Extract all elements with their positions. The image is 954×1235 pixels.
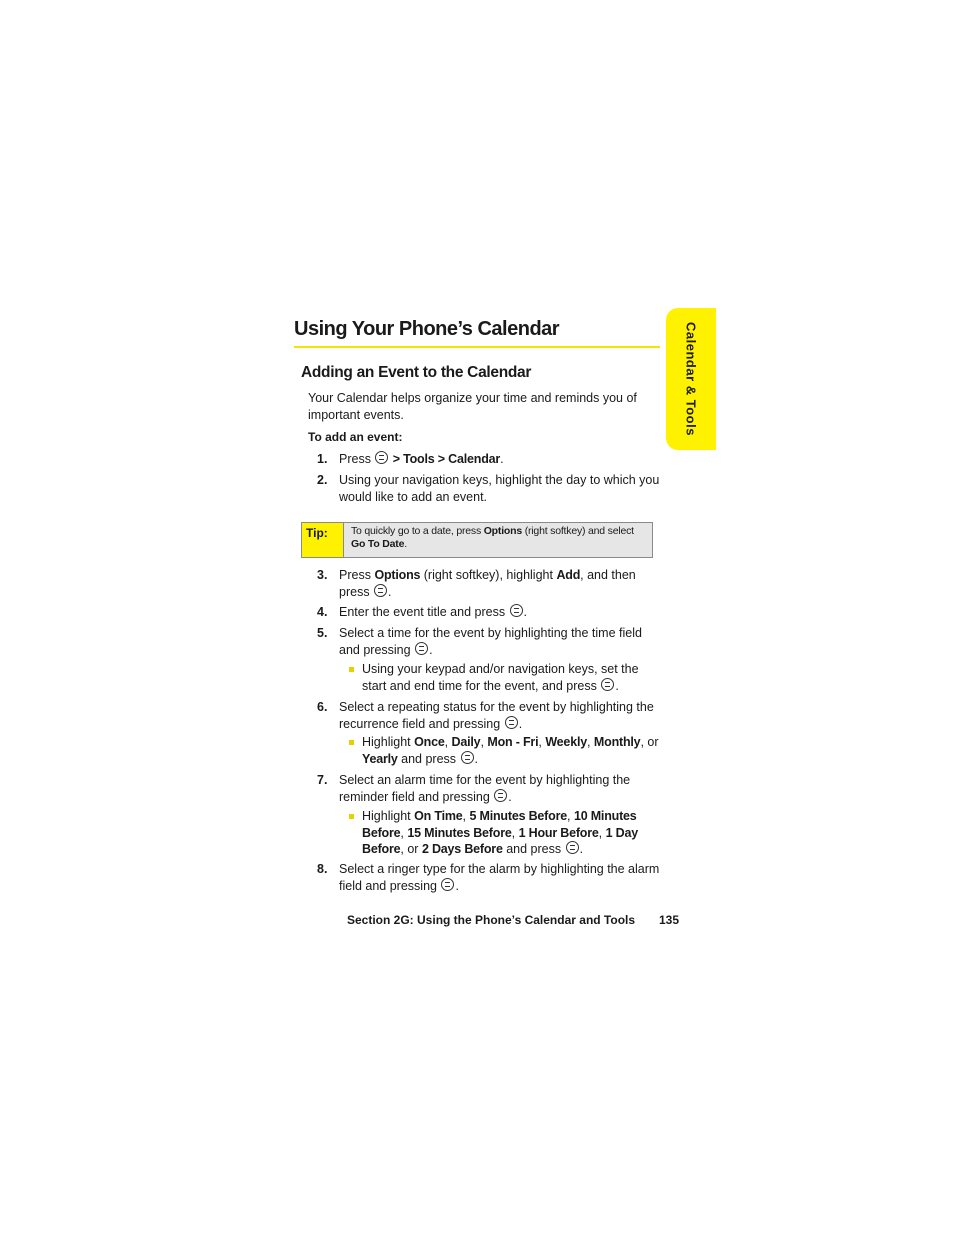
- step-number: 6.: [317, 700, 328, 714]
- procedure-label: To add an event:: [308, 430, 403, 444]
- step-number: 4.: [317, 605, 328, 619]
- menu-ok-key-icon: [601, 678, 614, 691]
- bullet-text: Highlight On Time, 5 Minutes Before, 10 Minutes Before, 15 Minutes Before, 1 Hour Before, 1 Day Before, or 2 Days Before and press .: [362, 809, 638, 856]
- step-number: 1.: [317, 452, 328, 466]
- menu-ok-key-icon: [505, 716, 518, 729]
- side-tab-label: Calendar & Tools: [683, 322, 699, 436]
- step-text: Select an alarm time for the event by highlighting the reminder field and pressing .: [339, 773, 631, 804]
- menu-ok-key-icon: [375, 451, 388, 464]
- step-number: 3.: [317, 568, 328, 582]
- menu-ok-key-icon: [566, 841, 579, 854]
- section-title: Adding an Event to the Calendar: [301, 364, 532, 381]
- page-title: Using Your Phone’s Calendar: [294, 314, 660, 348]
- step-text: Press > Tools > Calendar.: [339, 452, 504, 466]
- step-text: Select a time for the event by highlighting the time field and pressing .: [339, 626, 642, 657]
- step-number: 2.: [317, 473, 328, 487]
- tip-text: To quickly go to a date, press Options (right softkey) and select Go To Date.: [351, 525, 634, 550]
- menu-ok-key-icon: [510, 604, 523, 617]
- bullet-text: Highlight Once, Daily, Mon - Fri, Weekly, Monthly, or Yearly and press .: [362, 735, 659, 766]
- menu-ok-key-icon: [461, 751, 474, 764]
- tip-label: Tip:: [302, 523, 344, 557]
- step-number: 5.: [317, 626, 328, 640]
- menu-ok-key-icon: [374, 584, 387, 597]
- page-number: 135: [659, 913, 680, 927]
- intro-paragraph: Your Calendar helps organize your time and reminds you of important events.: [308, 391, 637, 422]
- footer-section-title: Section 2G: Using the Phone’s Calendar and Tools: [347, 913, 636, 927]
- tip-box: [301, 522, 653, 558]
- menu-ok-key-icon: [441, 878, 454, 891]
- step-text: Select a ringer type for the alarm by highlighting the alarm field and pressing .: [339, 862, 660, 893]
- step-text: Enter the event title and press .: [339, 605, 528, 619]
- bullet-text: Using your keypad and/or navigation keys, set the start and end time for the event, and press .: [362, 662, 639, 693]
- menu-ok-key-icon: [415, 642, 428, 655]
- section-side-tab: [666, 308, 716, 450]
- menu-ok-key-icon: [494, 789, 507, 802]
- bullet-square-icon: [349, 740, 354, 745]
- bullet-square-icon: [349, 814, 354, 819]
- step-text: Press Options (right softkey), highlight Add, and then press .: [339, 568, 636, 599]
- step-text: Select a repeating status for the event by highlighting the recurrence field and pressing .: [339, 700, 654, 731]
- step-text: Using your navigation keys, highlight the day to which you would like to add an event.: [339, 473, 660, 504]
- step-number: 8.: [317, 862, 328, 876]
- step-number: 7.: [317, 773, 328, 787]
- bullet-square-icon: [349, 667, 354, 672]
